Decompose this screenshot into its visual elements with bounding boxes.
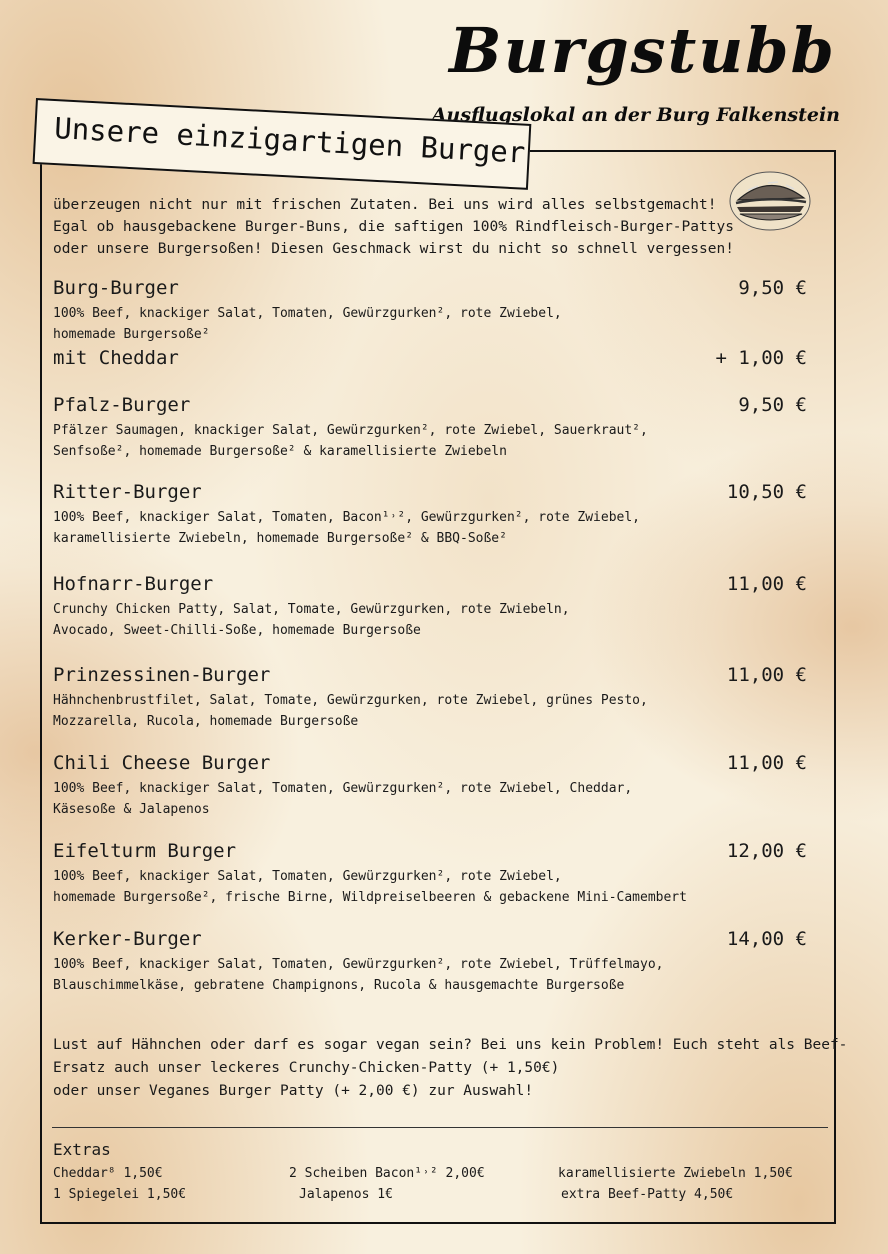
- description-line: Senfsoße², homemade Burgersoße² & karamellisierte Zwiebeln: [53, 444, 507, 459]
- description-line: Pfälzer Saumagen, knackiger Salat, Gewürzgurken², rote Zwiebel, Sauerkraut²,: [53, 423, 648, 438]
- item-description: [53, 507, 813, 549]
- description-line: Avocado, Sweet-Chilli-Soße, homemade Burgersoße: [53, 623, 421, 638]
- item-price: 11,00 €: [726, 752, 807, 774]
- option-with-cheddar: [53, 346, 813, 370]
- item-name: Prinzessinen-Burger: [53, 664, 271, 686]
- menu-item-eifelturm-burger: [53, 839, 813, 908]
- description-line: homemade Burgersoße²: [53, 327, 210, 342]
- item-price: 10,50 €: [726, 481, 807, 503]
- menu-item-burg-burger: [53, 276, 813, 345]
- item-price: 9,50 €: [738, 394, 807, 416]
- item-price: 11,00 €: [726, 573, 807, 595]
- description-line: homemade Burgersoße², frische Birne, Wildpreiselbeeren & gebackene Mini-Camembert: [53, 890, 687, 905]
- description-line: 100% Beef, knackiger Salat, Tomaten, Gewürzgurken², rote Zwiebel,: [53, 869, 562, 884]
- description-line: karamellisierte Zwiebeln, homemade Burgersoße² & BBQ-Soße²: [53, 531, 507, 546]
- item-name: Burg-Burger: [53, 277, 179, 299]
- description-line: 100% Beef, knackiger Salat, Tomaten, Gewürzgurken², rote Zwiebel, Cheddar,: [53, 781, 633, 796]
- extra-spiegelei: 1 Spiegelei 1,50€: [53, 1187, 187, 1202]
- menu-item-pfalz-burger: [53, 393, 813, 462]
- restaurant-subtitle: Ausflugslokal an der Burg Falkenstein: [431, 104, 840, 126]
- item-name: Pfalz-Burger: [53, 394, 191, 416]
- item-name: Kerker-Burger: [53, 928, 202, 950]
- description-line: Käsesoße & Jalapenos: [53, 802, 210, 817]
- extra-karamellisierte-zwiebeln: karamellisierte Zwiebeln 1,50€: [558, 1166, 793, 1181]
- item-description: [53, 778, 813, 820]
- note-line: Lust auf Hähnchen oder darf es sogar vegan sein? Bei uns kein Problem! Euch steht als Beef-: [53, 1037, 848, 1053]
- substitution-note: [53, 1034, 848, 1103]
- item-description: [53, 420, 813, 462]
- item-description: [53, 866, 813, 908]
- restaurant-logo: Burgstubb: [449, 14, 836, 87]
- item-description: [53, 303, 813, 345]
- item-description: [53, 690, 813, 732]
- description-line: 100% Beef, knackiger Salat, Tomaten, Bacon¹˒², Gewürzgurken², rote Zwiebel,: [53, 510, 640, 525]
- extras-heading: Extras: [53, 1140, 111, 1159]
- extra-jalapenos: Jalapenos 1€: [299, 1187, 393, 1202]
- extra-bacon: 2 Scheiben Bacon¹˒² 2,00€: [289, 1166, 485, 1181]
- item-name: Ritter-Burger: [53, 481, 202, 503]
- menu-item-ritter-burger: [53, 480, 813, 549]
- extras-divider: [52, 1127, 828, 1128]
- note-line: oder unser Veganes Burger Patty (+ 2,00 €) zur Auswahl!: [53, 1083, 534, 1099]
- item-price: 11,00 €: [726, 664, 807, 686]
- item-price: 9,50 €: [738, 277, 807, 299]
- section-heading: Unsere einzigartigen Burger: [33, 98, 532, 190]
- description-line: 100% Beef, knackiger Salat, Tomaten, Gewürzgurken², rote Zwiebel,: [53, 306, 562, 321]
- description-line: 100% Beef, knackiger Salat, Tomaten, Gewürzgurken², rote Zwiebel, Trüffelmayo,: [53, 957, 664, 972]
- description-line: Blauschimmelkäse, gebratene Champignons, Rucola & hausgemachte Burgersoße: [53, 978, 625, 993]
- menu-item-kerker-burger: [53, 927, 813, 996]
- item-description: [53, 599, 813, 641]
- intro-line: Egal ob hausgebackene Burger-Buns, die saftigen 100% Rindfleisch-Burger-Pattys: [53, 219, 734, 235]
- extra-beef-patty: extra Beef-Patty 4,50€: [561, 1187, 734, 1202]
- option-label: mit Cheddar: [53, 347, 179, 369]
- note-line: Ersatz auch unser leckeres Crunchy-Chicken-Patty (+ 1,50€): [53, 1060, 560, 1076]
- item-name: Chili Cheese Burger: [53, 752, 271, 774]
- extra-cheddar: Cheddar⁸ 1,50€: [53, 1166, 163, 1181]
- item-price: 14,00 €: [726, 928, 807, 950]
- menu-item-prinzessinen-burger: [53, 663, 813, 732]
- menu-item-chili-cheese-burger: [53, 751, 813, 820]
- item-name: Hofnarr-Burger: [53, 573, 214, 595]
- description-line: Mozzarella, Rucola, homemade Burgersoße: [53, 714, 359, 729]
- item-name: Eifelturm Burger: [53, 840, 237, 862]
- intro-text: [53, 194, 753, 260]
- intro-line: überzeugen nicht nur mit frischen Zutaten. Bei uns wird alles selbstgemacht!: [53, 197, 717, 213]
- option-price: + 1,00 €: [715, 347, 807, 369]
- description-line: Hähnchenbrustfilet, Salat, Tomate, Gewürzgurken, rote Zwiebel, grünes Pesto,: [53, 693, 648, 708]
- description-line: Crunchy Chicken Patty, Salat, Tomate, Gewürzgurken, rote Zwiebeln,: [53, 602, 570, 617]
- menu-item-hofnarr-burger: [53, 572, 813, 641]
- intro-line: oder unsere Burgersoßen! Diesen Geschmack wirst du nicht so schnell vergessen!: [53, 241, 734, 257]
- item-description: [53, 954, 813, 996]
- item-price: 12,00 €: [726, 840, 807, 862]
